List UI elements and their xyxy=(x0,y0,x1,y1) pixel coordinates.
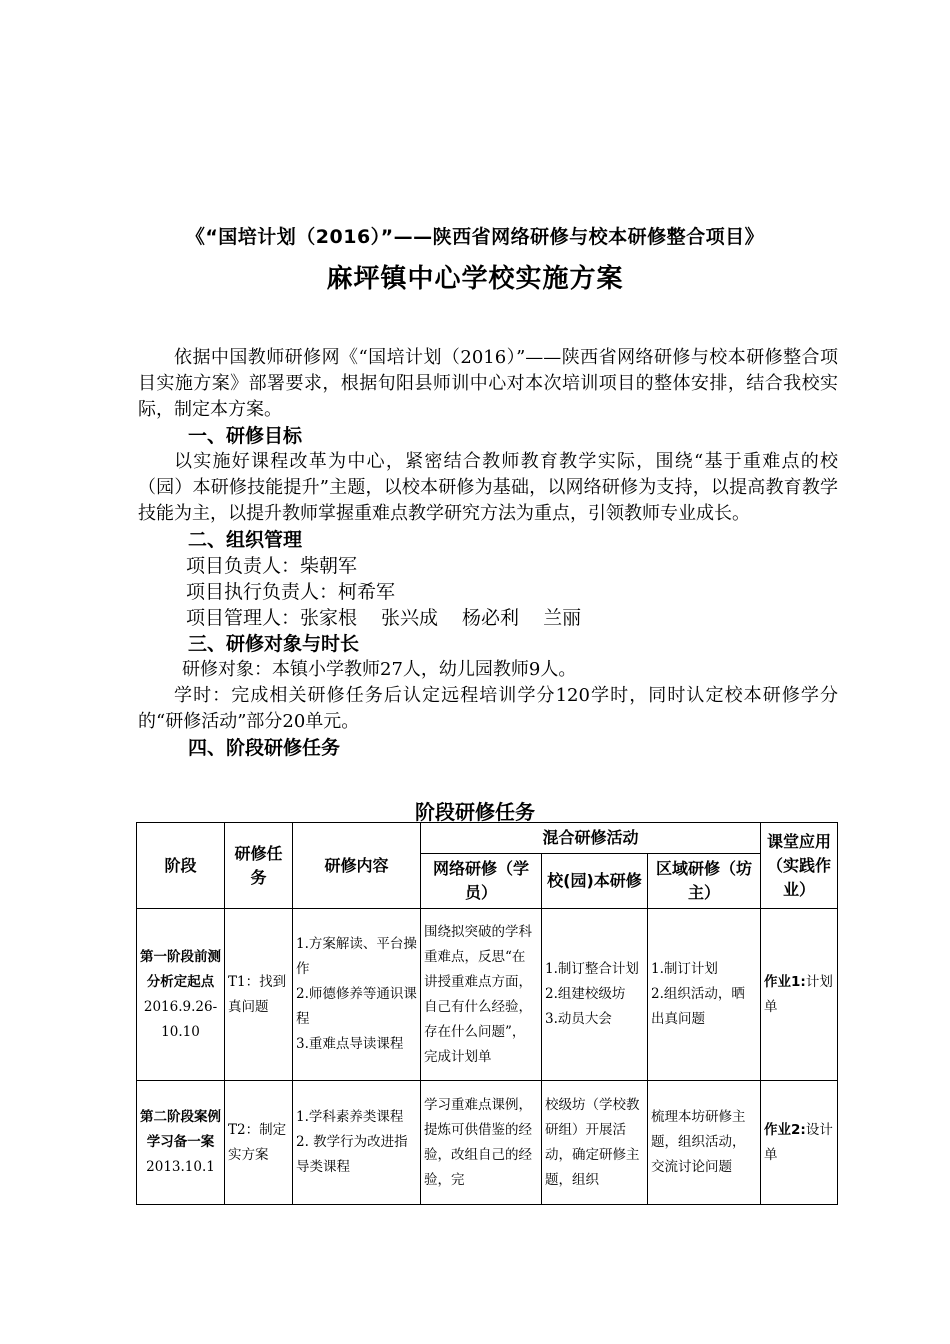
content-cell: 1.学科素养类课程 2. 教学行为改进指导类课程 xyxy=(293,1081,421,1205)
section-heading-tasks: 四、阶段研修任务 xyxy=(188,737,341,759)
target-line: 研修对象：本镇小学教师27人，幼儿园教师9人。 xyxy=(182,659,577,680)
goals-paragraph: 以实施好课程改革为中心，紧密结合教师教育教学实际，围绕“基于重难点的校（园）本研修技能提升”主题，以校本研修为基础，以网络研修为支持，以提高教育教学技能为主，以提升教师掌握重难点教学研究方法为重点，引领教师专业成长。 xyxy=(138,451,838,524)
header-region: 区域研修（坊主） xyxy=(648,854,761,909)
classroom-cell xyxy=(761,909,838,1081)
document-title: 《“国培计划（2016）”——陕西省网络研修与校本研修整合项目》 xyxy=(185,226,765,248)
document-body xyxy=(138,345,838,761)
content-cell: 1.方案解读、平台操作 2.师德修养等通识课程 3.重难点导读课程 xyxy=(293,909,421,1081)
school-cell: 校级坊（学校教研组）开展活动，确定研修主题，组织 xyxy=(542,1081,648,1205)
section-heading-goals: 一、研修目标 xyxy=(188,425,303,447)
school-cell: 1.制订整合计划 2.组建校级坊 3.动员大会 xyxy=(542,909,648,1081)
table-row xyxy=(137,1081,838,1205)
header-school: 校(园)本研修 xyxy=(542,854,648,909)
stage-date: 2016.9.26-10.10 xyxy=(143,998,218,1040)
task-cell: T2：制定实方案 xyxy=(225,1081,293,1205)
stage-date: 2013.10.1 xyxy=(146,1159,215,1175)
project-exec-line: 项目执行负责人：柯希军 xyxy=(186,581,396,603)
table-header-row xyxy=(137,823,838,854)
manager-name: 张家根 xyxy=(300,607,358,629)
task-cell: T1：找到真问题 xyxy=(225,909,293,1081)
header-content: 研修内容 xyxy=(293,823,421,909)
managers-label: 项目管理人： xyxy=(186,607,301,629)
homework-text: 设计单 xyxy=(764,1121,833,1163)
manager-name: 兰丽 xyxy=(543,607,582,629)
region-cell: 1.制订计划 2.组织活动，晒出真问题 xyxy=(648,909,761,1081)
header-classroom: 课堂应用（实践作业） xyxy=(761,823,838,909)
section-heading-target: 三、研修对象与时长 xyxy=(188,633,360,655)
section-heading-organization: 二、组织管理 xyxy=(188,529,303,551)
homework-text: 计划单 xyxy=(764,973,833,1015)
manager-name: 杨必利 xyxy=(462,607,520,629)
document-subtitle: 麻坪镇中心学校实施方案 xyxy=(326,264,624,294)
classroom-cell xyxy=(761,1081,838,1205)
stage-task-table xyxy=(136,822,838,1205)
table-caption: 阶段研修任务 xyxy=(415,800,535,824)
project-managers-line xyxy=(138,605,838,631)
stage-cell xyxy=(137,1081,225,1205)
header-mixed: 混合研修活动 xyxy=(421,823,761,854)
intro-paragraph: 依据中国教师研修网《“国培计划（2016）”——陕西省网络研修与校本研修整合项目实施方案》部署要求，根据旬阳县师训中心对本次培训项目的整体安排，结合我校实际，制定本方案。 xyxy=(138,347,838,420)
header-stage: 阶段 xyxy=(137,823,225,909)
stage-name: 第二阶段案例学习备一案 xyxy=(140,1109,221,1150)
online-cell: 学习重难点课例，提炼可供借鉴的经验，改组自己的经验，完 xyxy=(421,1081,542,1205)
manager-name: 张兴成 xyxy=(381,607,439,629)
homework-label: 作业2: xyxy=(764,1121,806,1138)
project-lead-line: 项目负责人：柴朝军 xyxy=(186,555,358,577)
header-online: 网络研修（学员） xyxy=(421,854,542,909)
stage-name: 第一阶段前测分析定起点 xyxy=(140,948,221,990)
hours-paragraph: 学时：完成相关研修任务后认定远程培训学分120学时，同时认定校本研修学分的“研修活动”部分20单元。 xyxy=(138,685,838,732)
table-row xyxy=(137,909,838,1081)
header-task: 研修任务 xyxy=(225,823,293,909)
homework-label: 作业1: xyxy=(764,973,806,990)
online-cell: 围绕拟突破的学科重难点，反思“在讲授重难点方面，自己有什么经验，存在什么问题”，完成计划单 xyxy=(421,909,542,1081)
stage-cell xyxy=(137,909,225,1081)
region-cell: 梳理本坊研修主题，组织活动，交流讨论问题 xyxy=(648,1081,761,1205)
